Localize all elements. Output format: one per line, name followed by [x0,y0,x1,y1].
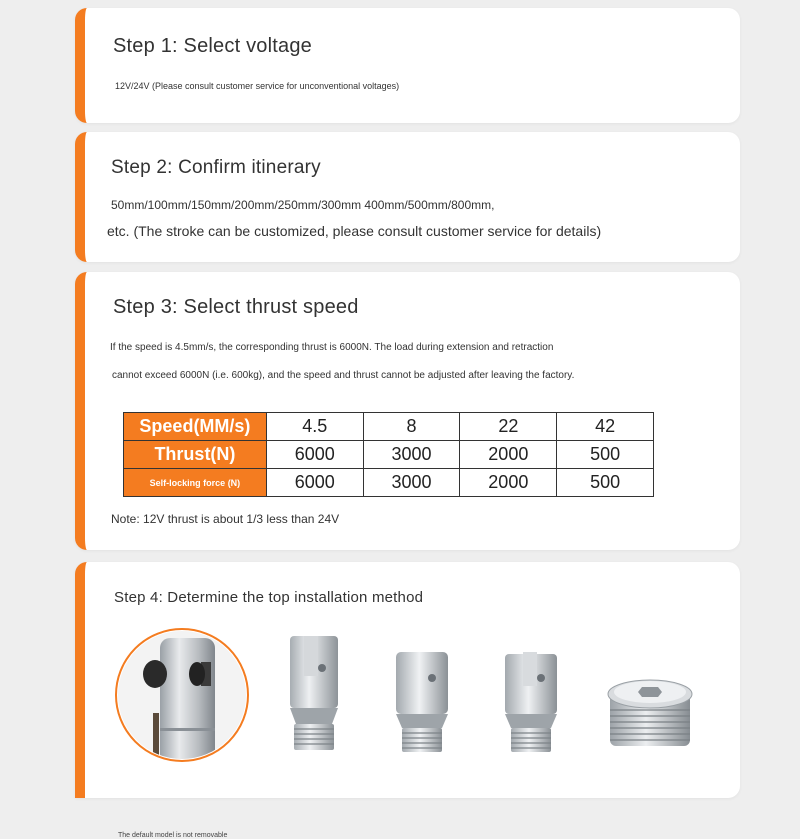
option-hex-socket-plug[interactable] [600,670,700,755]
step4-card [75,562,740,839]
thrust-speed-table [123,412,654,497]
step4-title: Step 4: Determine the top installation method [114,589,424,606]
table-cell: 3000 [363,441,460,469]
table-cell: 42 [557,413,654,441]
table-cell: 22 [460,413,557,441]
row-header-speed: Speed(MM/s) [124,413,267,441]
option-cross-hole[interactable] [388,648,458,759]
option-clevis-fork[interactable] [497,648,567,759]
table-cell: 2000 [460,469,557,497]
step3-card [75,272,740,550]
step3-voltage-note: Note: 12V thrust is about 1/3 less than 24V [111,512,340,526]
table-row-thrust [124,441,654,469]
default-model-note: The default model is not removable [118,832,228,839]
table-cell: 3000 [363,469,460,497]
step2-card [75,132,740,262]
step2-stroke-note: etc. (The stroke can be customized, please consult customer service for details) [107,223,602,239]
table-cell: 4.5 [266,413,363,441]
step3-title: Step 3: Select thrust speed [113,296,359,318]
table-row-self-locking [124,469,654,497]
table-cell: 2000 [460,441,557,469]
table-cell: 500 [557,441,654,469]
table-cell: 8 [363,413,460,441]
table-cell: 6000 [266,469,363,497]
row-header-self-locking: Self-locking force (N) [124,469,267,497]
table-row-speed [124,413,654,441]
step1-title: Step 1: Select voltage [113,35,312,57]
step2-stroke-list: 50mm/100mm/150mm/200mm/250mm/300mm 400mm/500mm/800mm, [111,198,495,212]
step1-card [75,8,740,123]
option-clevis-slot[interactable] [282,632,352,757]
installation-options [85,622,740,839]
row-header-thrust: Thrust(N) [124,441,267,469]
step1-description: 12V/24V (Please consult customer service for unconventional voltages) [115,81,400,91]
step2-title: Step 2: Confirm itinerary [111,157,321,178]
table-cell: 6000 [266,441,363,469]
step3-desc-line1: If the speed is 4.5mm/s, the corresponding thrust is 6000N. The load during extension and retraction [110,342,554,353]
step3-desc-line2: cannot exceed 6000N (i.e. 600kg), and the speed and thrust cannot be adjusted after leaving the factory. [112,370,575,381]
table-cell: 500 [557,469,654,497]
option-default-ball-head[interactable] [115,628,250,768]
